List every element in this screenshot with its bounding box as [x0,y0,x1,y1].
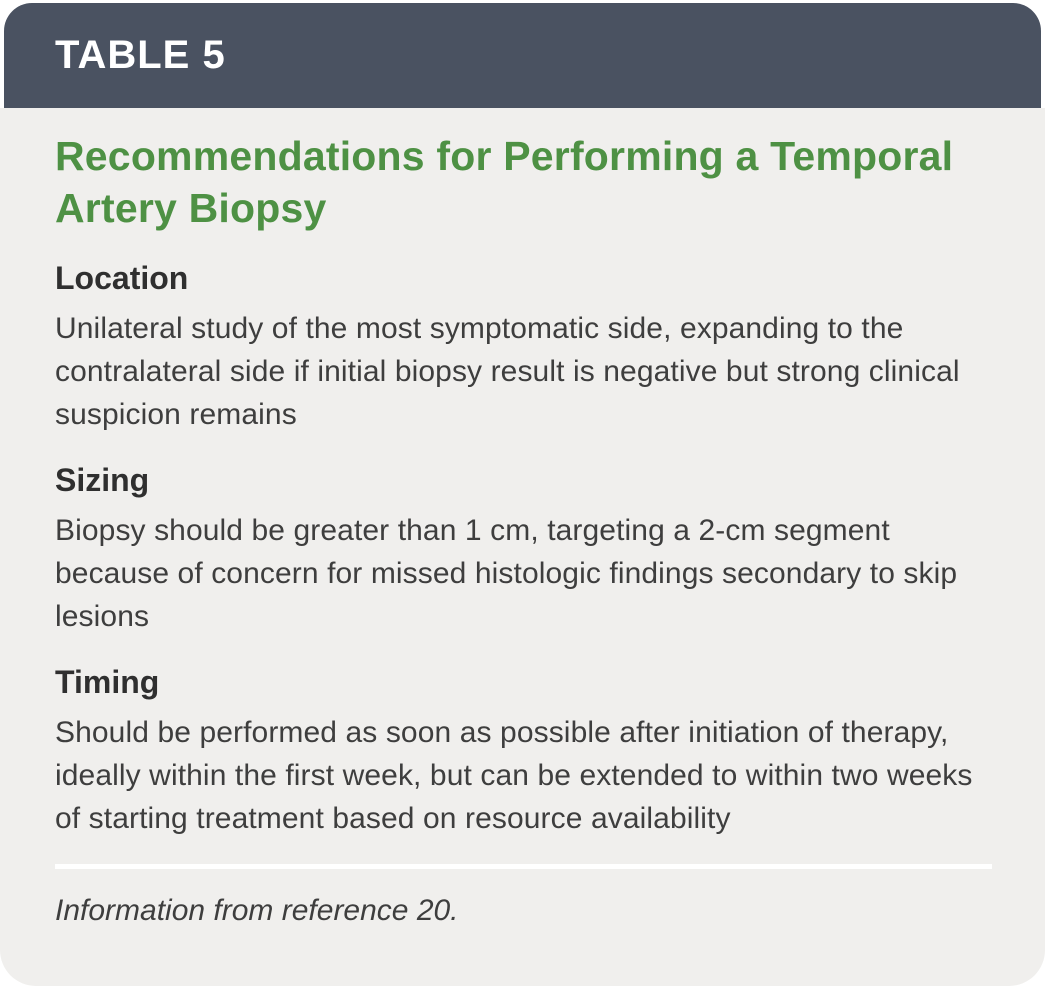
source-footnote: Information from reference 20. [55,894,459,927]
section-heading-location: Location [55,260,189,296]
section-heading-sizing: Sizing [55,462,150,498]
section-body-location: Unilateral study of the most symptomatic side, expanding to the contralateral side if initial biopsy result is negative but strong clinical suspicion remains [55,312,960,431]
table-body-card [0,108,1045,986]
footnote-divider [55,864,992,869]
section-body-sizing: Biopsy should be greater than 1 cm, targeting a 2-cm segment because of concern for missed histologic findings secondary to skip lesions [55,514,958,633]
section-heading-timing: Timing [55,664,160,700]
table-title: Recommendations for Performing a Temporal Artery Biopsy [55,133,954,231]
section-timing [55,662,992,840]
table-number-label: TABLE 5 [55,33,226,77]
section-location [55,258,992,436]
table-header-bar [4,3,1041,108]
section-sizing [55,460,992,638]
section-body-timing: Should be performed as soon as possible after initiation of therapy, ideally within the first week, but can be extended to within two weeks of starting treatment based on resource availability [55,716,973,835]
